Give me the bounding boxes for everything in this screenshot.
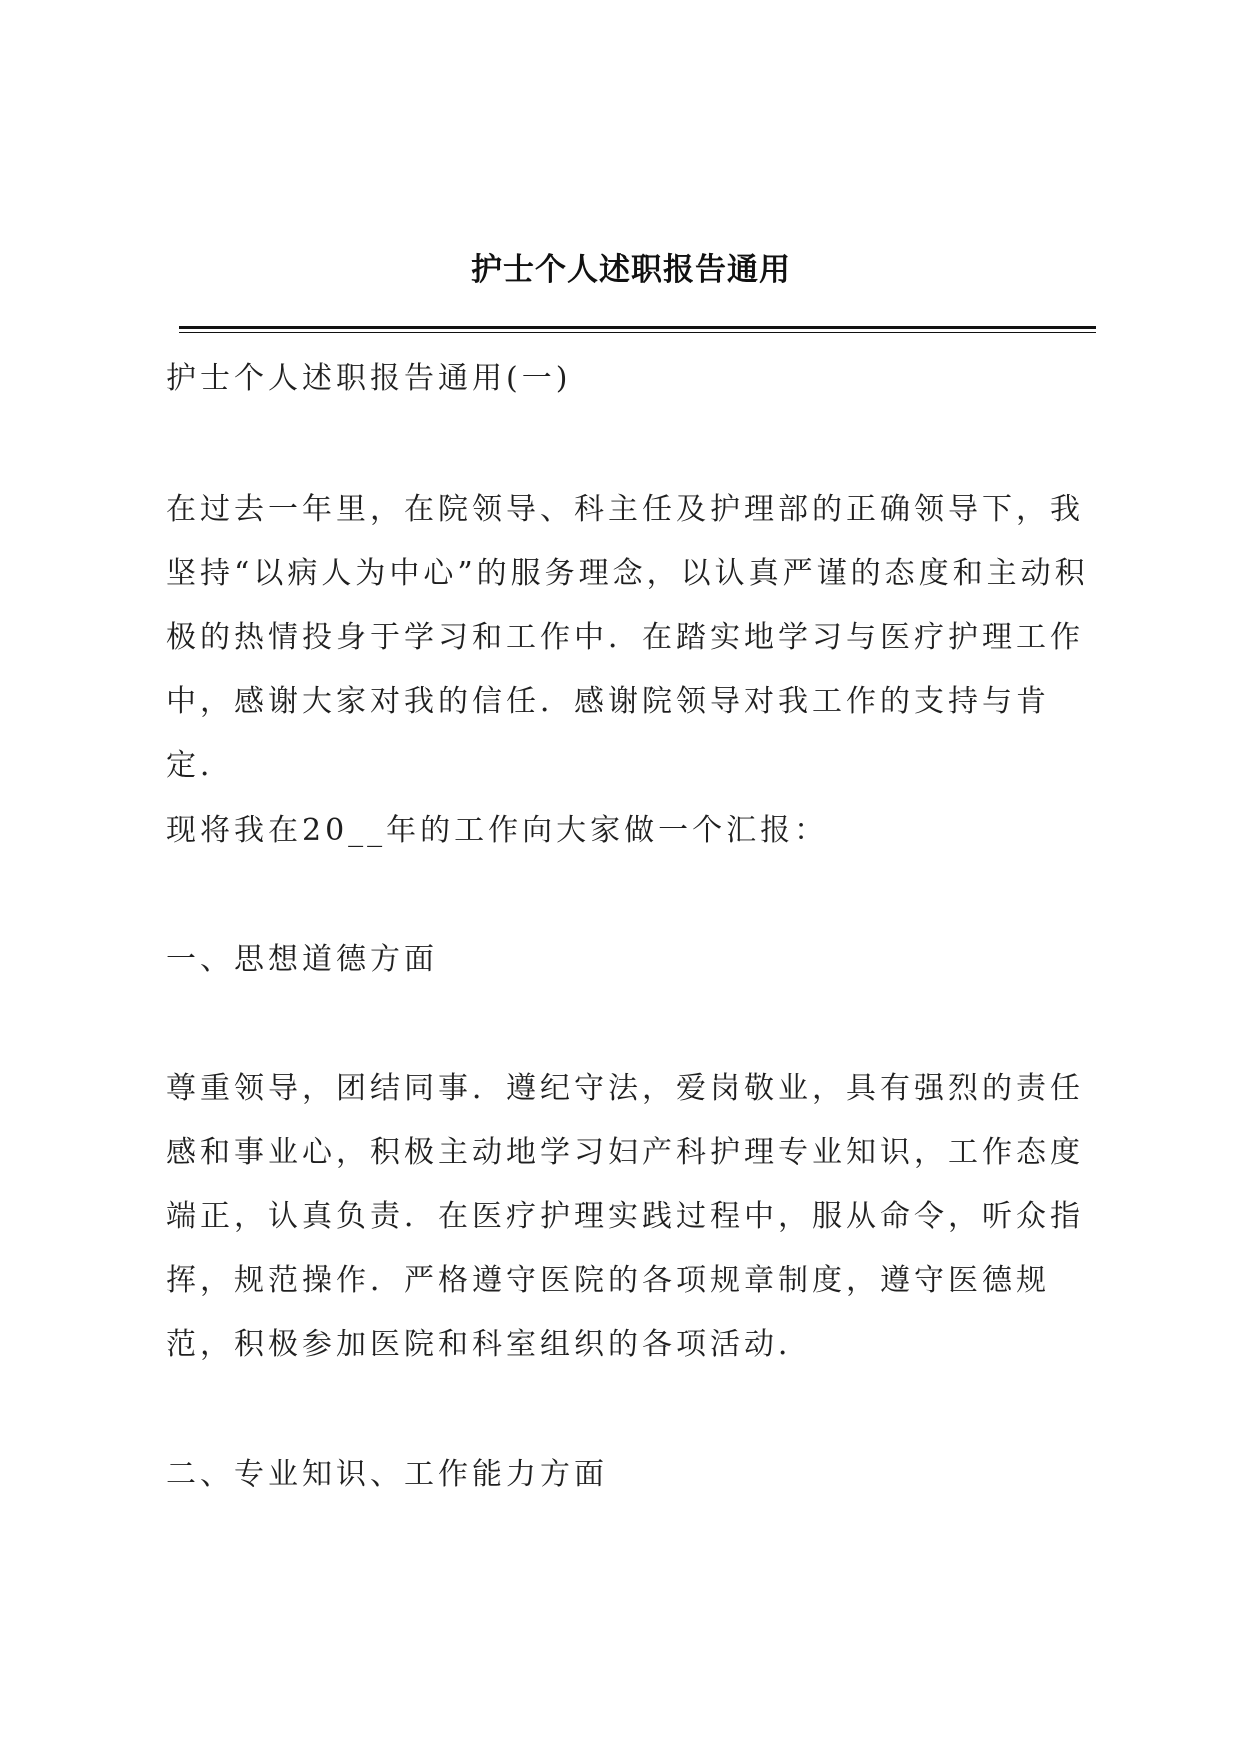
title-double-rule [179, 326, 1096, 333]
document-title: 护士个人述职报告通用 [471, 252, 791, 288]
section1-body: 尊重领导，团结同事．遵纪守法，爱岗敬业，具有强烈的责任感和事业心，积极主动地学习妇产科护理专业知识，工作态度端正，认真负责．在医疗护理实践过程中，服从命令，听众指挥，规范操作．严格遵守医院的各项规章制度，遵守医德规范，积极参加医院和科室组织的各项活动． [166, 1071, 1084, 1362]
document-subtitle: 护士个人述职报告通用(一) [166, 361, 572, 396]
intro-paragraph: 在过去一年里，在院领导、科主任及护理部的正确领导下，我坚持“以病人为中心”的服务理念，以认真严谨的态度和主动积极的热情投身于学习和工作中．在踏实地学习与医疗护理工作中，感谢大家对我的信任．感谢院领导对我工作的支持与肯定． [166, 492, 1089, 783]
section1-heading: 一、思想道德方面 [166, 942, 438, 977]
section2-heading: 二、专业知识、工作能力方面 [166, 1457, 608, 1492]
report-line: 现将我在20__年的工作向大家做一个汇报： [166, 813, 829, 848]
